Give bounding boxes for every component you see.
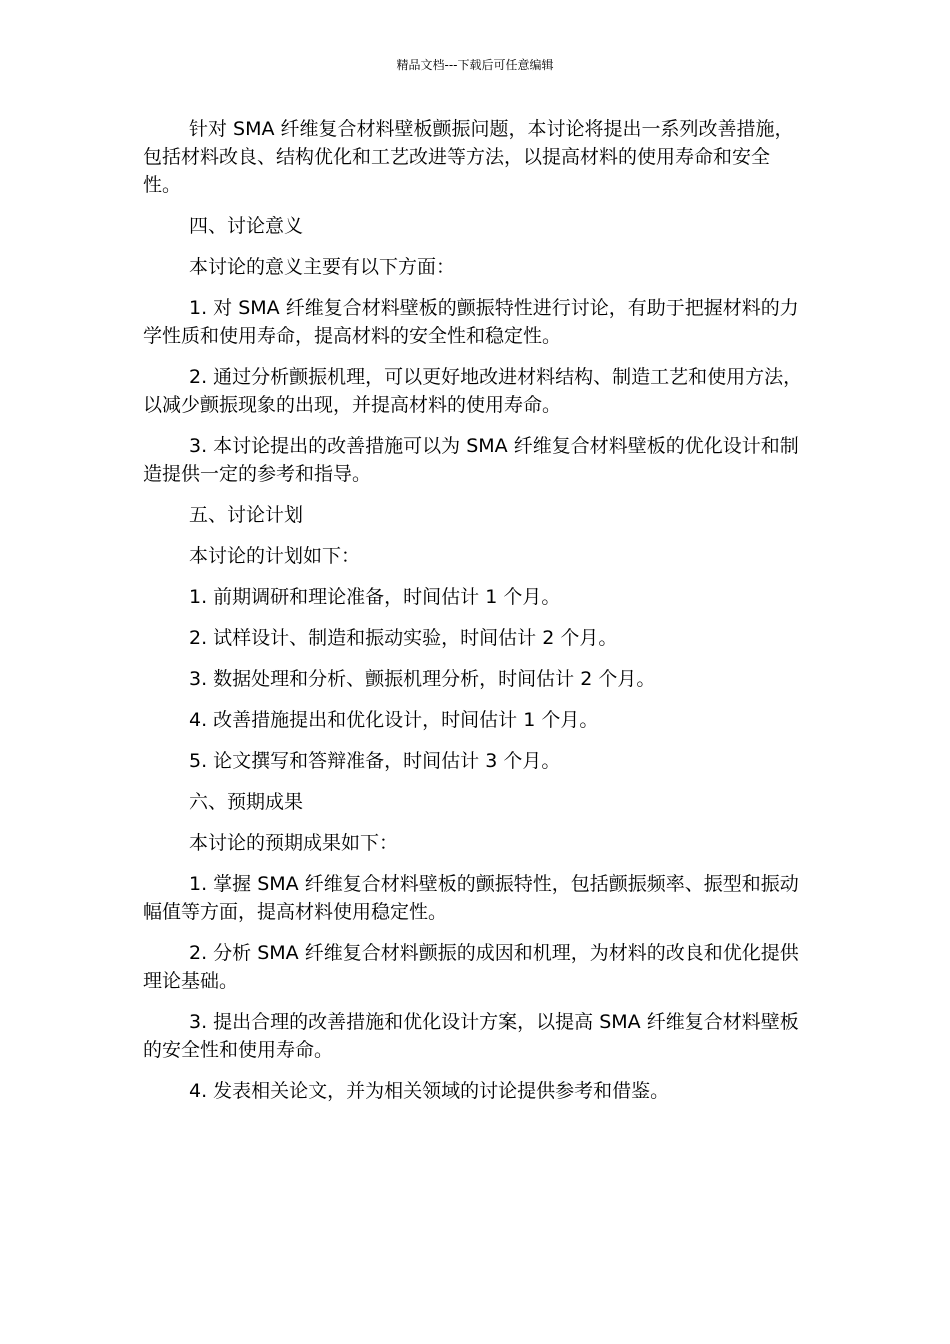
plan-intro: 本讨论的计划如下： bbox=[189, 545, 361, 567]
section-heading-plan: 五、讨论计划 bbox=[189, 504, 304, 526]
section-heading-outcomes: 六、预期成果 bbox=[189, 791, 304, 813]
plan-item: 1. 前期调研和理论准备，时间估计 1 个月。 bbox=[189, 586, 561, 608]
outcomes-intro: 本讨论的预期成果如下： bbox=[189, 832, 399, 854]
significance-item: 1. 对 SMA 纤维复合材料壁板的颤振特性进行讨论，有助于把握材料的力学性质和使用寿命，提高材料的安全性和稳定性。 bbox=[143, 297, 799, 347]
significance-item: 2. 通过分析颤振机理，可以更好地改进材料结构、制造工艺和使用方法，以减少颤振现象的出现，并提高材料的使用寿命。 bbox=[143, 366, 803, 416]
plan-item: 5. 论文撰写和答辩准备，时间估计 3 个月。 bbox=[189, 750, 561, 772]
outcome-item: 2. 分析 SMA 纤维复合材料颤振的成因和机理，为材料的改良和优化提供理论基础。 bbox=[143, 942, 799, 992]
outcome-item: 1. 掌握 SMA 纤维复合材料壁板的颤振特性，包括颤振频率、振型和振动幅值等方面，提高材料使用稳定性。 bbox=[143, 873, 799, 923]
significance-intro: 本讨论的意义主要有以下方面： bbox=[189, 256, 456, 278]
outcome-item: 4. 发表相关论文，并为相关领域的讨论提供参考和借鉴。 bbox=[189, 1080, 670, 1102]
plan-item: 4. 改善措施提出和优化设计，时间估计 1 个月。 bbox=[189, 709, 599, 731]
significance-item: 3. 本讨论提出的改善措施可以为 SMA 纤维复合材料壁板的优化设计和制造提供一定的参考和指导。 bbox=[143, 435, 799, 485]
document-body bbox=[143, 115, 807, 1118]
plan-item: 3. 数据处理和分析、颤振机理分析，时间估计 2 个月。 bbox=[189, 668, 656, 690]
plan-item: 2. 试样设计、制造和振动实验，时间估计 2 个月。 bbox=[189, 627, 618, 649]
section-heading-significance: 四、讨论意义 bbox=[189, 215, 304, 237]
outcome-item: 3. 提出合理的改善措施和优化设计方案，以提高 SMA 纤维复合材料壁板的安全性和使用寿命。 bbox=[143, 1011, 799, 1061]
page-header: 精品文档---下载后可任意编辑 bbox=[396, 58, 554, 72]
intro-paragraph: 针对 SMA 纤维复合材料壁板颤振问题，本讨论将提出一系列改善措施，包括材料改良、结构优化和工艺改进等方法，以提高材料的使用寿命和安全性。 bbox=[143, 118, 794, 196]
